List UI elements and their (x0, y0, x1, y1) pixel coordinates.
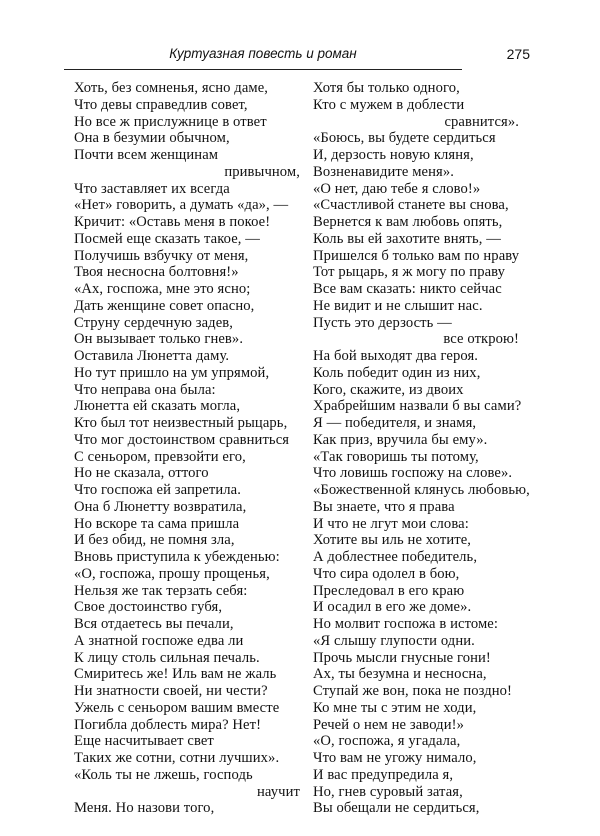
verse-line: Что ловишь госпожу на слове». (313, 465, 513, 482)
verse-line: «О, госпожа, прошу прощенья, (74, 565, 270, 582)
verse-line: Пусть это дерзость — (313, 314, 452, 331)
verse-line: Ступай же вон, пока не поздно! (313, 683, 513, 699)
verse-line: «Нет» говорить, а думать «да», — (74, 197, 289, 214)
verse-line: Ах, ты безумна и несносна, (313, 666, 487, 683)
verse-line: Она в безумии обычном, (74, 130, 230, 147)
verse-line: Получишь взбучку от меня, (74, 247, 249, 264)
verse-line: «Боюсь, вы будете сердиться (313, 130, 496, 147)
verse-line: Вся отдаетесь вы печали, (74, 616, 234, 632)
verse-line: «О, госпожа, я угадала, (313, 733, 461, 750)
verse-line: Преследовал в его краю (313, 582, 465, 599)
verse-line: Ужель с сеньором вашим вместе (74, 699, 280, 716)
verse-line: сравнится». (444, 113, 519, 130)
verse-line: И что не лгут мои слова: (313, 515, 469, 532)
verse-line: Нельзя же так терзать себя: (74, 582, 248, 599)
verse-line: Погибла доблесть мира? Нет! (74, 716, 262, 733)
verse-line: Еще насчитывает свет (74, 733, 214, 750)
running-header-title: Куртуазная повесть и роман (169, 46, 357, 61)
verse-line: Что заставляет их всегда (74, 180, 230, 197)
verse-line: Хотите вы иль не хотите, (313, 532, 472, 549)
header-rule (64, 69, 462, 70)
verse-line: все открою! (443, 331, 519, 348)
verse-line: Ко мне ты с этим не ходи, (313, 699, 477, 716)
page-number: 275 (506, 46, 530, 62)
verse-line: Но, гнев суровый затая, (313, 783, 463, 800)
verse-line: Кто с мужем в доблести (313, 96, 465, 113)
verse-line: «Так говоришь ты потому, (313, 448, 479, 465)
verse-line: А знатной госпоже едва ли (74, 632, 244, 649)
verse-line: Не видит и не слышит нас. (313, 297, 483, 314)
verse-line: Что мог достоинством сравниться (74, 431, 290, 448)
verse-line: И осадил в его же доме». (313, 599, 472, 616)
verse-line: Что госпожа ей запретила. (74, 482, 241, 498)
verse-line: Но вскоре та сама пришла (74, 515, 240, 532)
verse-line: Меня. Но назови того, (74, 800, 215, 817)
verse-line: Но молвит госпожа в истоме: (313, 616, 499, 632)
verse-line: Что сира одолел в бою, (313, 565, 460, 582)
verse-line: Вновь приступила к убежденью: (74, 549, 280, 565)
verse-line: «Счастливой станете вы снова, (313, 197, 509, 214)
right-column (313, 80, 530, 817)
verse-line: Почти всем женщинам (74, 147, 219, 163)
verse-line: Храбрейшим назвали б вы сами? (313, 398, 522, 415)
verse-line: «Я слышу глупости одни. (313, 632, 475, 649)
verse-line: Он вызывает только гнев». (74, 331, 244, 348)
verse-line: Дать женщине совет опасно, (74, 297, 255, 314)
verse-line: «Ах, госпожа, мне это ясно; (74, 281, 251, 297)
verse-line: Кого, скажите, из двоих (313, 381, 464, 398)
verse-line: Свое достоинство губя, (74, 599, 223, 616)
verse-line: Прочь мысли гнусные гони! (313, 649, 491, 666)
verse-line: Ни знатности своей, ни чести? (74, 683, 268, 699)
verse-line: Кто был тот неизвестный рыцарь, (74, 415, 288, 431)
verse-line: С сеньором, превзойти его, (74, 448, 246, 465)
verse-line: Твоя несносна болтовня!» (74, 264, 239, 281)
left-column (74, 80, 300, 817)
verse-line: Смиритесь же! Иль вам не жаль (74, 666, 277, 683)
verse-line: Хотя бы только одного, (313, 80, 460, 96)
verse-line: Что вам не угожу нимало, (313, 750, 477, 766)
verse-line: И без обид, не помня зла, (74, 532, 235, 549)
verse-line: Вы обещали не сердиться, (313, 800, 480, 817)
verse-line: На бой выходят два героя. (313, 348, 479, 364)
verse-line: Коль победит один из них, (313, 364, 481, 381)
verse-line: И вас предупредила я, (313, 766, 454, 783)
verse-line: Что неправа она была: (74, 381, 216, 398)
verse-line: привычном, (224, 163, 300, 180)
running-header (64, 44, 530, 66)
verse-line: К лицу столь сильная печаль. (74, 649, 260, 666)
verse-line: Как приз, вручила бы ему». (313, 431, 488, 448)
verse-line: Хоть, без сомненья, ясно даме, (74, 80, 269, 96)
verse-line: Тот рыцарь, я ж могу по праву (313, 264, 506, 281)
verse-line: Но все ж прислужнице в ответ (74, 113, 267, 130)
verse-line: Но тут пришло на ум упрямой, (74, 364, 270, 381)
verse-line: «О нет, даю тебе я слово!» (313, 180, 481, 197)
verse-line: Кричит: «Оставь меня в покое! (74, 214, 271, 230)
verse-line: Струну сердечную задев, (74, 314, 234, 331)
verse-line: научит (257, 783, 300, 800)
verse-line: Она б Люнетту возвратила, (74, 498, 247, 515)
verse-line: Но не сказала, оттого (74, 465, 209, 482)
verse-line: Все вам сказать: никто сейчас (313, 281, 502, 297)
verse-line: Вы знаете, что я права (313, 498, 455, 515)
verse-line: Оставила Люнетта даму. (74, 348, 230, 364)
verse-line: «Божественной клянусь любовью, (313, 482, 530, 498)
verse-line: Пришелся б только вам по нраву (313, 247, 520, 264)
verse-line: Речей о нем не заводи!» (313, 716, 464, 733)
verse-line: Вернется к вам любовь опять, (313, 214, 503, 230)
verse-line: Я — победителя, и знамя, (313, 415, 477, 431)
verse-line: Коль вы ей захотите внять, — (313, 230, 501, 247)
verse-line: А доблестнее победитель, (313, 549, 478, 565)
verse-line: Что девы справедлив совет, (74, 96, 248, 113)
verse-line: Люнетта ей сказать могла, (74, 398, 241, 415)
verse-line: Возненавидите меня». (313, 163, 454, 180)
verse-line: И, дерзость новую кляня, (313, 147, 474, 163)
verse-line: Таких же сотни, сотни лучших». (74, 750, 280, 766)
verse-line: «Коль ты не лжешь, господь (74, 766, 253, 783)
verse-line: Посмей еще сказать такое, — (74, 230, 260, 247)
